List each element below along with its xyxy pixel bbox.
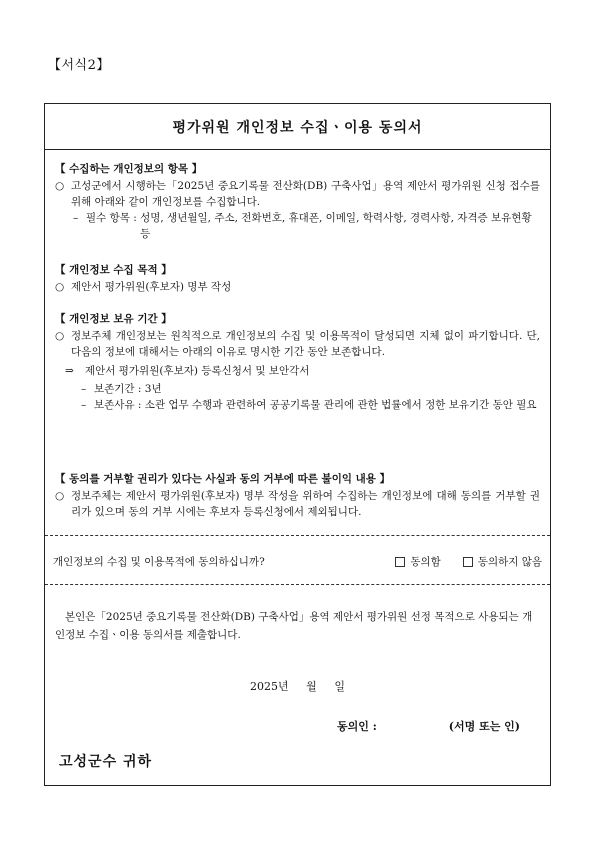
circle-bullet-icon: ○ xyxy=(55,180,65,192)
section-text: 정보주체 개인정보는 원칙적으로 개인정보의 수집 및 이용목적이 달성되면 지체 없이 파기합니다. 단, 다음의 정보에 대해서는 아래의 이유로 명시한 기간 동안 보존합니다. xyxy=(71,330,540,358)
agree-checkbox[interactable] xyxy=(395,554,440,569)
sub-item-value: 소관 업무 수행과 관련하여 공공기록물 관리에 관한 법률에서 정한 보유기간 동안 필요 xyxy=(144,399,537,411)
signer-line xyxy=(337,718,520,734)
section-text: 고성군에서 시행하는「2025년 중요기록물 전산화(DB) 구축사업」용역 제안서 평가위원 신청 접수를 위해 아래와 같이 개인정보를 수집합니다. xyxy=(71,180,540,208)
addressee: 고성군수 귀하 xyxy=(59,754,153,770)
arrow-icon: ⇒ xyxy=(65,365,74,377)
sub-item-value: 3년 xyxy=(144,383,162,395)
sub-item xyxy=(55,210,540,242)
disagree-label: 동의하지 않음 xyxy=(477,556,542,568)
sub-item-key: 필수 항목 : xyxy=(86,212,141,224)
sub-item xyxy=(55,397,540,413)
section-text: 제안서 평가위원(후보자) 등록신청서 및 보안각서 xyxy=(85,365,310,377)
sub-item-key: 보존사유 : xyxy=(94,399,145,411)
sub-item xyxy=(55,381,540,397)
date-month: 월 xyxy=(306,680,317,693)
list-item xyxy=(55,178,540,210)
date-day: 일 xyxy=(334,680,345,693)
list-item xyxy=(55,328,540,360)
submission-statement: 본인은「2025년 중요기록물 전산화(DB) 구축사업」용역 제안서 평가위원 선정 목적으로 사용되는 개인정보 수집ㆍ이용 동의서를 제출합니다. xyxy=(55,611,533,641)
sub-item-key: 보존기간 : xyxy=(94,383,145,395)
dash-bullet-icon: – xyxy=(81,383,87,395)
checkbox-square-icon xyxy=(463,557,473,567)
divider xyxy=(45,535,550,536)
circle-bullet-icon: ○ xyxy=(55,330,65,342)
section-text: 정보주체는 제안서 평가위원(후보자) 명부 작성을 위하여 수집하는 개인정보에 대해 동의를 거부할 권리가 있으며 동의 거부 시에는 후보자 등록신청에서 제외됩니다. xyxy=(71,490,540,518)
list-item xyxy=(55,363,540,379)
signature-placeholder: (서명 또는 인) xyxy=(448,720,520,733)
section-heading: 【 개인정보 수집 목적 】 xyxy=(55,264,172,276)
section-retention xyxy=(55,311,540,413)
section-heading: 【 수집하는 개인정보의 항목 】 xyxy=(55,163,203,175)
dash-bullet-icon: – xyxy=(81,399,87,411)
form-title: 평가위원 개인정보 수집ㆍ이용 동의서 xyxy=(45,104,550,150)
section-purpose xyxy=(55,262,540,295)
list-item xyxy=(55,488,540,520)
consent-form xyxy=(44,103,551,786)
list-item xyxy=(55,279,540,295)
sub-item-value: 성명, 생년월일, 주소, 전화번호, 휴대폰, 이메일, 학력사항, 경력사항, 자격증 보유현황 등 xyxy=(140,212,532,240)
dash-bullet-icon: – xyxy=(73,212,79,224)
consent-question-row xyxy=(53,554,542,569)
signer-label: 동의인 : xyxy=(337,720,377,733)
disagree-checkbox[interactable] xyxy=(463,554,542,569)
section-heading: 【 개인정보 보유 기간 】 xyxy=(55,313,172,325)
form-number-label: 【서식2】 xyxy=(48,58,110,73)
date-line xyxy=(45,678,550,694)
section-text: 제안서 평가위원(후보자) 명부 작성 xyxy=(71,281,232,293)
date-year: 2025년 xyxy=(250,680,289,693)
divider xyxy=(45,584,550,585)
section-heading: 【 동의를 거부할 권리가 있다는 사실과 동의 거부에 따른 불이익 내용 】 xyxy=(55,473,391,485)
agree-label: 동의함 xyxy=(410,556,441,568)
section-collected-items xyxy=(55,161,540,242)
circle-bullet-icon: ○ xyxy=(55,490,65,502)
consent-question: 개인정보의 수집 및 이용목적에 동의하십니까? xyxy=(53,556,265,568)
section-refusal-right xyxy=(55,471,540,520)
circle-bullet-icon: ○ xyxy=(55,281,65,293)
checkbox-square-icon xyxy=(395,557,405,567)
